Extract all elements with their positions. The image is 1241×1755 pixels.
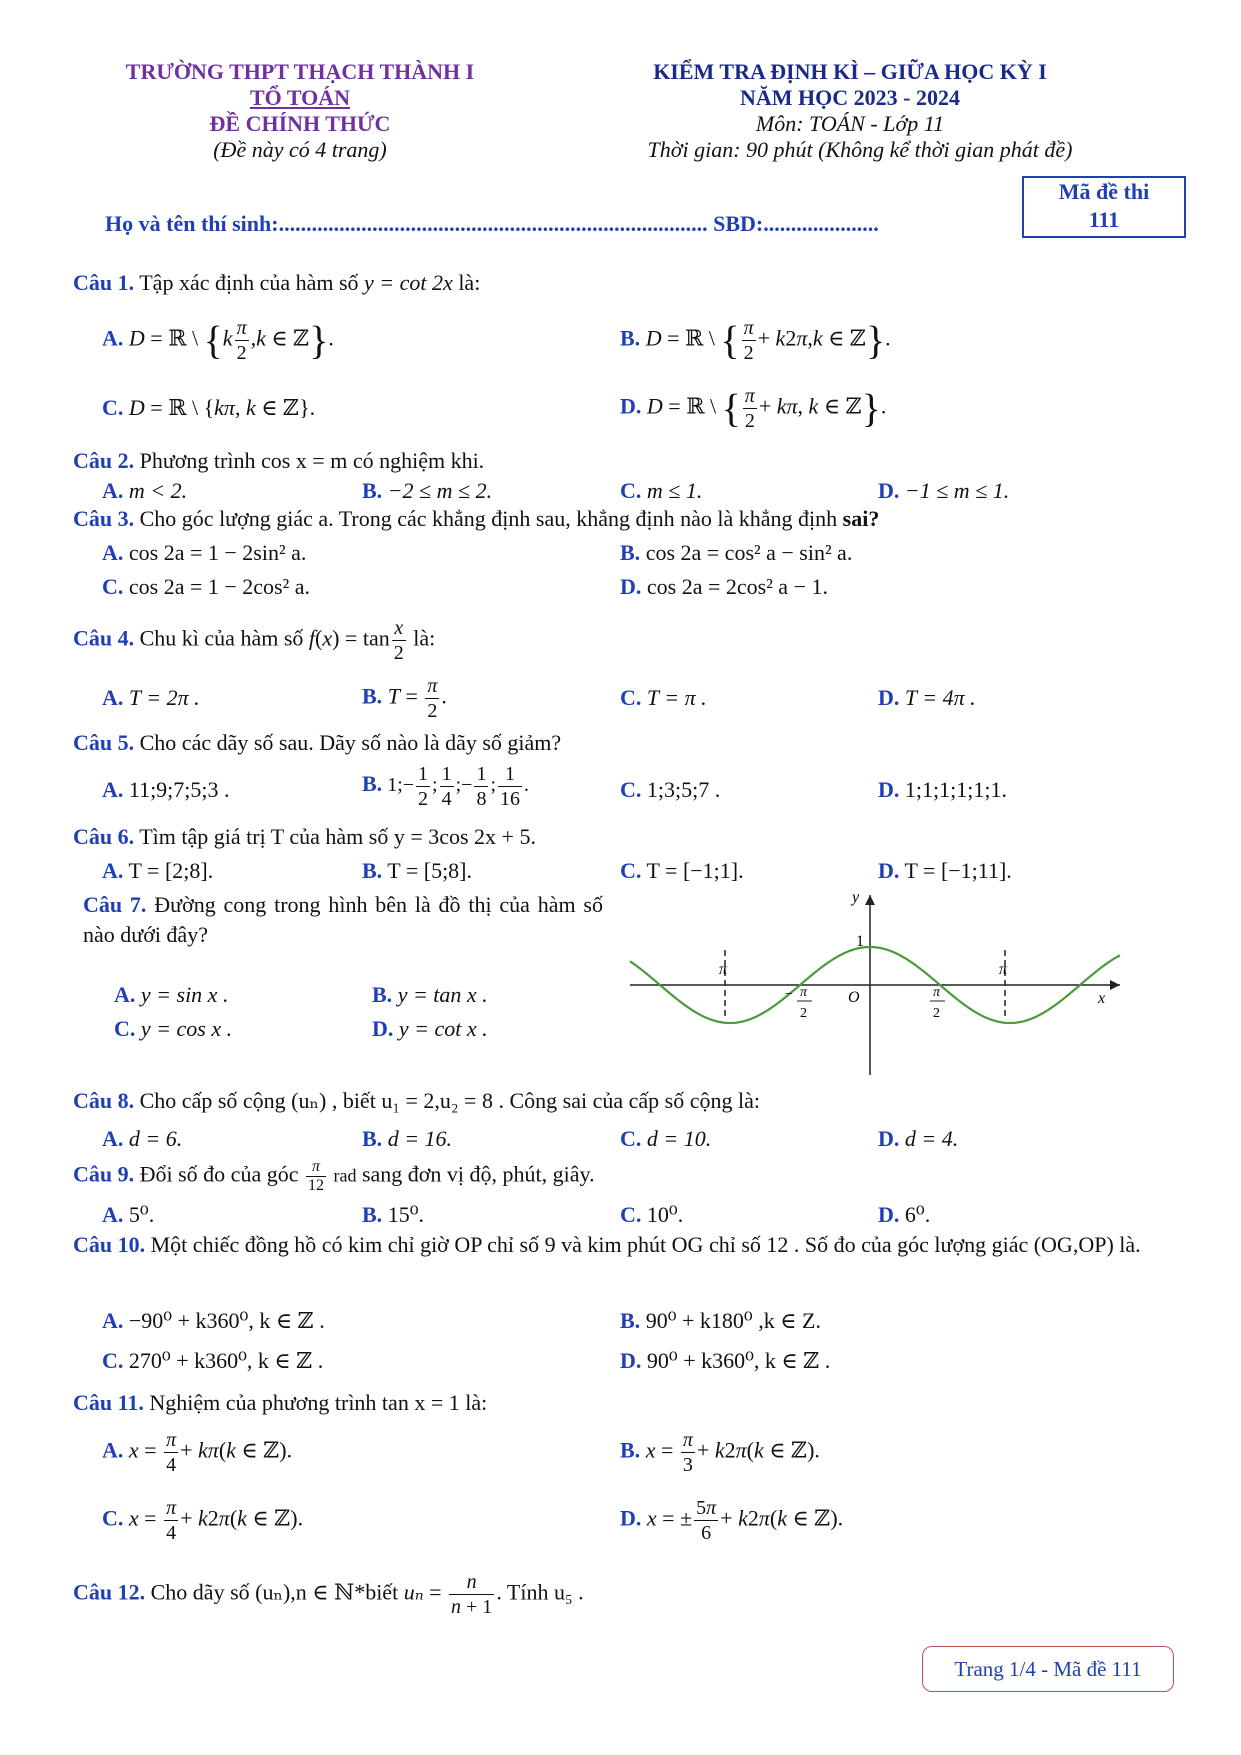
q7-option-b: B. y = tan x . — [372, 982, 488, 1007]
neg-pi-label: π — [719, 961, 728, 978]
q6-option-c: C. T = [−1;1]. — [620, 858, 744, 883]
q11-option-a: A. x = $\frac{\pi}{4}$ + kπ(k ∈ ℤ). — [102, 1429, 293, 1476]
y-axis-arrow — [865, 895, 875, 905]
question-5: Câu 5. Cho các dãy số sau. Dãy số nào là dãy số giảm? — [73, 730, 562, 755]
q10-option-b: B. 90⁰ + k180⁰ ,k ∈ Z. — [620, 1308, 821, 1333]
q10-option-c: C. 270⁰ + k360⁰, k ∈ ℤ . — [102, 1348, 324, 1373]
exam-code-label: Mã đề thi — [1058, 179, 1150, 204]
q1-option-a: A. D = ℝ \ {k $\frac{\pi}{2}$ ,k ∈ ℤ}. — [102, 317, 334, 364]
q9-option-c: C. 10⁰. — [620, 1202, 684, 1227]
q1-option-b: B. D = ℝ \ { $\frac{\pi}{2}$ + k2π,k ∈ ℤ}. — [620, 317, 891, 364]
q5-option-d: D. 1;1;1;1;1;1. — [878, 777, 1007, 802]
exam-title: KIỂM TRA ĐỊNH KÌ – GIỮA HỌC KỲ I — [653, 59, 1047, 84]
neg-half-pi-label — [785, 985, 812, 1021]
q9-option-d: D. 6⁰. — [878, 1202, 931, 1227]
q7-option-d: D. y = cot x . — [372, 1016, 488, 1041]
q4-option-d: D. T = 4π . — [878, 685, 976, 710]
question-7: Câu 7. Đường cong trong hình bên là đồ thị của hàm số nào dưới đây? — [83, 892, 603, 947]
exam-code-box — [1022, 176, 1186, 238]
question-6: Câu 6. Tìm tập giá trị T của hàm số y = 3cos 2x + 5. — [73, 824, 536, 849]
q1-option-c: C. D = ℝ \ {kπ, k ∈ ℤ}. — [102, 395, 316, 420]
q11-option-d: D. x = ± $\frac{5\pi}{6}$ + k2π(k ∈ ℤ). — [620, 1497, 844, 1544]
y-one-label: 1 — [856, 933, 864, 950]
q3-option-d: D. cos 2a = 2cos² a − 1. — [620, 574, 828, 599]
q8-option-b: B. d = 16. — [362, 1126, 453, 1151]
q5-option-a: A. 11;9;7;5;3 . — [102, 777, 230, 802]
q2-option-d: D. −1 ≤ m ≤ 1. — [878, 478, 1010, 503]
q1-option-d: D. D = ℝ \ { $\frac{\pi}{2}$ + kπ, k ∈ ℤ}. — [620, 385, 887, 432]
q6-option-a: A. T = [2;8]. — [102, 858, 214, 883]
svg-text:2: 2 — [800, 1006, 807, 1021]
q10-option-d: D. 90⁰ + k360⁰, k ∈ ℤ . — [620, 1348, 831, 1373]
q7-option-c: C. y = cos x . — [114, 1016, 233, 1041]
exam-code: 111 — [1088, 207, 1120, 232]
question-3: Câu 3. Cho góc lượng giác a. Trong các khẳng định sau, khẳng định nào là khẳng định sai? — [73, 506, 880, 531]
pi-label: π — [999, 961, 1008, 978]
q9-option-b: B. 15⁰. — [362, 1202, 425, 1227]
page-footer: Trang 1/4 - Mã đề 111 — [922, 1646, 1174, 1692]
q2-option-c: C. m ≤ 1. — [620, 478, 703, 503]
question-10: Câu 10. Một chiếc đồng hồ có kim chỉ giờ OP chỉ số 9 và kim phút OG chỉ số 12 . Số đo của góc lượng giác (OG,OP) là. — [73, 1232, 1141, 1257]
cosine-graph — [620, 890, 1130, 1080]
q8-option-d: D. d = 4. — [878, 1126, 959, 1151]
x-axis-label: x — [1098, 990, 1106, 1007]
q7-option-a: A. y = sin x . — [114, 982, 229, 1007]
q11-option-b: B. x = $\frac{\pi}{3}$ + k2π(k ∈ ℤ). — [620, 1429, 820, 1476]
q6-option-b: B. T = [5;8]. — [362, 858, 473, 883]
q3-option-a: A. cos 2a = 1 − 2sin² a. — [102, 540, 307, 565]
origin-label: O — [848, 989, 860, 1006]
school-year: NĂM HỌC 2023 - 2024 — [740, 85, 960, 110]
question-11: Câu 11. Nghiệm của phương trình tan x = 1 là: — [73, 1390, 488, 1415]
q8-option-a: A. d = 6. — [102, 1126, 183, 1151]
question-12: Câu 12. Cho dãy số (uₙ),n ∈ ℕ*biết uₙ = $\frac{n}{n + 1}$ . Tính u₅ . — [73, 1571, 584, 1618]
pages-note: (Đề này có 4 trang) — [213, 137, 387, 162]
q11-option-c: C. x = $\frac{\pi}{4}$ + k2π(k ∈ ℤ). — [102, 1497, 304, 1544]
q9-option-a: A. 5⁰. — [102, 1202, 155, 1227]
q6-option-d: D. T = [−1;11]. — [878, 858, 1012, 883]
svg-text:π: π — [800, 985, 808, 1000]
q5-option-c: C. 1;3;5;7 . — [620, 777, 721, 802]
q3-option-b: B. cos 2a = cos² a − sin² a. — [620, 540, 853, 565]
svg-text:2: 2 — [933, 1006, 940, 1021]
school-name: TRƯỜNG THPT THẠCH THÀNH I — [125, 59, 475, 84]
q2-option-a: A. m < 2. — [102, 478, 188, 503]
q2-option-b: B. −2 ≤ m ≤ 2. — [362, 478, 493, 503]
svg-text:π: π — [933, 985, 941, 1000]
subject: Môn: TOÁN - Lớp 11 — [755, 111, 945, 136]
q5-option-b: B. 1;− $\frac{1}{2}$ ; $\frac{1}{4}$ ;− $\frac{1}{8}$ ; $\frac{1}{16}$ . — [362, 763, 529, 810]
x-axis-arrow — [1110, 980, 1120, 990]
candidate-line: Họ và tên thí sinh:.............................................................................. SBD:..................... — [105, 211, 879, 236]
department: TỔ TOÁN — [249, 85, 351, 110]
question-4: Câu 4. Chu kì của hàm số f(x) = tan $\frac{x}{2}$ là: — [73, 617, 436, 664]
question-9: Câu 9. Đổi số đo của góc $\frac{\pi}{12}$ rad sang đơn vị độ, phút, giây. — [73, 1158, 595, 1194]
q8-option-c: C. d = 10. — [620, 1126, 712, 1151]
q10-option-a: A. −90⁰ + k360⁰, k ∈ ℤ . — [102, 1308, 325, 1333]
q4-option-c: C. T = π . — [620, 685, 707, 710]
q4-option-b: B. T = $\frac{\pi}{2}$ . — [362, 675, 447, 722]
official-label: ĐỀ CHÍNH THỨC — [209, 111, 391, 136]
question-2: Câu 2. Phương trình cos x = m có nghiệm khi. — [73, 448, 485, 473]
question-1: Câu 1. Tập xác định của hàm số y = cot 2x là: — [73, 270, 481, 295]
time-note: Thời gian: 90 phút (Không kể thời gian phát đề) — [647, 137, 1073, 162]
q4-option-a: A. T = 2π . — [102, 685, 200, 710]
q3-option-c: C. cos 2a = 1 − 2cos² a. — [102, 574, 310, 599]
question-8: Câu 8. Cho cấp số cộng (uₙ) , biết u₁ = 2,u₂ = 8 . Công sai của cấp số cộng là: — [73, 1088, 760, 1113]
svg-text:−: − — [785, 987, 793, 1002]
half-pi-label — [930, 985, 945, 1021]
y-axis-label: y — [852, 890, 860, 906]
